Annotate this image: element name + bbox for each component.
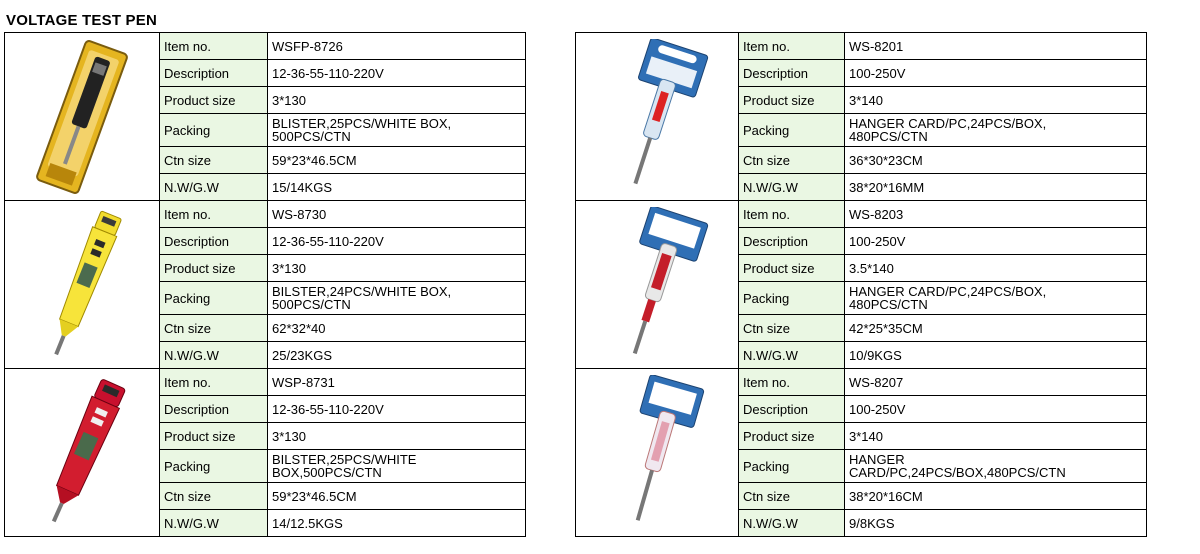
packing-line-2: BOX,500PCS/CTN: [272, 465, 382, 480]
label-packing: Packing: [739, 114, 845, 147]
product-image-ws-8207: [576, 369, 739, 537]
packing-value: [845, 282, 1147, 315]
label-ctn-size: Ctn size: [739, 147, 845, 174]
packing-value: [845, 450, 1147, 483]
nw-gw-value: 15/14KGS: [268, 174, 526, 201]
product-size-value: 3.5*140: [845, 255, 1147, 282]
label-product-size: Product size: [739, 255, 845, 282]
packing-line-1: HANGER: [849, 452, 905, 467]
nw-gw-value: 9/8KGS: [845, 510, 1147, 537]
label-nw-gw: N.W/G.W: [160, 342, 268, 369]
label-packing: Packing: [160, 114, 268, 147]
label-item-no: Item no.: [739, 201, 845, 228]
hanger-card-clear-tester-icon: [597, 375, 717, 531]
packing-value: [845, 114, 1147, 147]
label-item-no: Item no.: [739, 33, 845, 60]
label-product-size: Product size: [739, 423, 845, 450]
red-digital-pen-icon: [22, 375, 142, 531]
label-nw-gw: N.W/G.W: [160, 510, 268, 537]
ctn-size-value: 59*23*46.5CM: [268, 147, 526, 174]
item-no-value: WS-8207: [845, 369, 1147, 396]
description-value: 12-36-55-110-220V: [268, 60, 526, 87]
label-nw-gw: N.W/G.W: [739, 342, 845, 369]
label-item-no: Item no.: [160, 33, 268, 60]
label-ctn-size: Ctn size: [160, 147, 268, 174]
label-nw-gw: N.W/G.W: [739, 174, 845, 201]
hanger-card-red-tester-icon: [597, 207, 717, 363]
blister-pack-yellow-pen-icon: [22, 39, 142, 195]
label-description: Description: [739, 396, 845, 423]
label-description: Description: [160, 228, 268, 255]
product-size-value: 3*140: [845, 423, 1147, 450]
label-product-size: Product size: [160, 255, 268, 282]
packing-line-1: BLISTER,25PCS/WHITE BOX,: [272, 116, 452, 131]
packing-line-1: BILSTER,25PCS/WHITE: [272, 452, 417, 467]
label-item-no: Item no.: [739, 369, 845, 396]
packing-line-2: 500PCS/CTN: [272, 129, 351, 144]
nw-gw-value: 14/12.5KGS: [268, 510, 526, 537]
right-product-table: [575, 32, 1147, 537]
ctn-size-value: 59*23*46.5CM: [268, 483, 526, 510]
label-item-no: Item no.: [160, 201, 268, 228]
label-packing: Packing: [160, 282, 268, 315]
label-product-size: Product size: [160, 87, 268, 114]
label-packing: Packing: [160, 450, 268, 483]
packing-value: [268, 450, 526, 483]
label-product-size: Product size: [160, 423, 268, 450]
description-value: 100-250V: [845, 396, 1147, 423]
product-size-value: 3*130: [268, 255, 526, 282]
packing-line-2: 480PCS/CTN: [849, 129, 928, 144]
item-no-value: WS-8201: [845, 33, 1147, 60]
packing-value: [268, 282, 526, 315]
label-ctn-size: Ctn size: [739, 483, 845, 510]
item-no-value: WS-8730: [268, 201, 526, 228]
description-value: 12-36-55-110-220V: [268, 228, 526, 255]
packing-line-1: HANGER CARD/PC,24PCS/BOX,: [849, 284, 1047, 299]
nw-gw-value: 25/23KGS: [268, 342, 526, 369]
ctn-size-value: 38*20*16CM: [845, 483, 1147, 510]
label-item-no: Item no.: [160, 369, 268, 396]
packing-value: [268, 114, 526, 147]
packing-line-1: HANGER CARD/PC,24PCS/BOX,: [849, 116, 1047, 131]
packing-line-1: BILSTER,24PCS/WHITE BOX,: [272, 284, 452, 299]
label-description: Description: [739, 228, 845, 255]
label-description: Description: [739, 60, 845, 87]
item-no-value: WSFP-8726: [268, 33, 526, 60]
product-size-value: 3*130: [268, 423, 526, 450]
product-image-ws-8730: [5, 201, 160, 369]
ctn-size-value: 42*25*35CM: [845, 315, 1147, 342]
packing-line-2: CARD/PC,24PCS/BOX,480PCS/CTN: [849, 465, 1066, 480]
label-nw-gw: N.W/G.W: [739, 510, 845, 537]
item-no-value: WSP-8731: [268, 369, 526, 396]
label-ctn-size: Ctn size: [160, 483, 268, 510]
page-title: VOLTAGE TEST PEN: [6, 12, 157, 29]
left-product-table: [4, 32, 526, 537]
ctn-size-value: 36*30*23CM: [845, 147, 1147, 174]
hanger-card-blue-tester-icon: [597, 39, 717, 195]
label-product-size: Product size: [739, 87, 845, 114]
description-value: 100-250V: [845, 60, 1147, 87]
yellow-digital-pen-icon: [22, 207, 142, 363]
nw-gw-value: 38*20*16MM: [845, 174, 1147, 201]
label-packing: Packing: [739, 450, 845, 483]
label-nw-gw: N.W/G.W: [160, 174, 268, 201]
nw-gw-value: 10/9KGS: [845, 342, 1147, 369]
product-image-ws-8203: [576, 201, 739, 369]
label-ctn-size: Ctn size: [739, 315, 845, 342]
packing-line-2: 480PCS/CTN: [849, 297, 928, 312]
packing-line-2: 500PCS/CTN: [272, 297, 351, 312]
product-image-wsp-8731: [5, 369, 160, 537]
product-size-value: 3*140: [845, 87, 1147, 114]
label-ctn-size: Ctn size: [160, 315, 268, 342]
item-no-value: WS-8203: [845, 201, 1147, 228]
ctn-size-value: 62*32*40: [268, 315, 526, 342]
product-image-ws-8201: [576, 33, 739, 201]
product-image-wsfp-8726: [5, 33, 160, 201]
description-value: 100-250V: [845, 228, 1147, 255]
product-size-value: 3*130: [268, 87, 526, 114]
description-value: 12-36-55-110-220V: [268, 396, 526, 423]
label-packing: Packing: [739, 282, 845, 315]
label-description: Description: [160, 60, 268, 87]
label-description: Description: [160, 396, 268, 423]
